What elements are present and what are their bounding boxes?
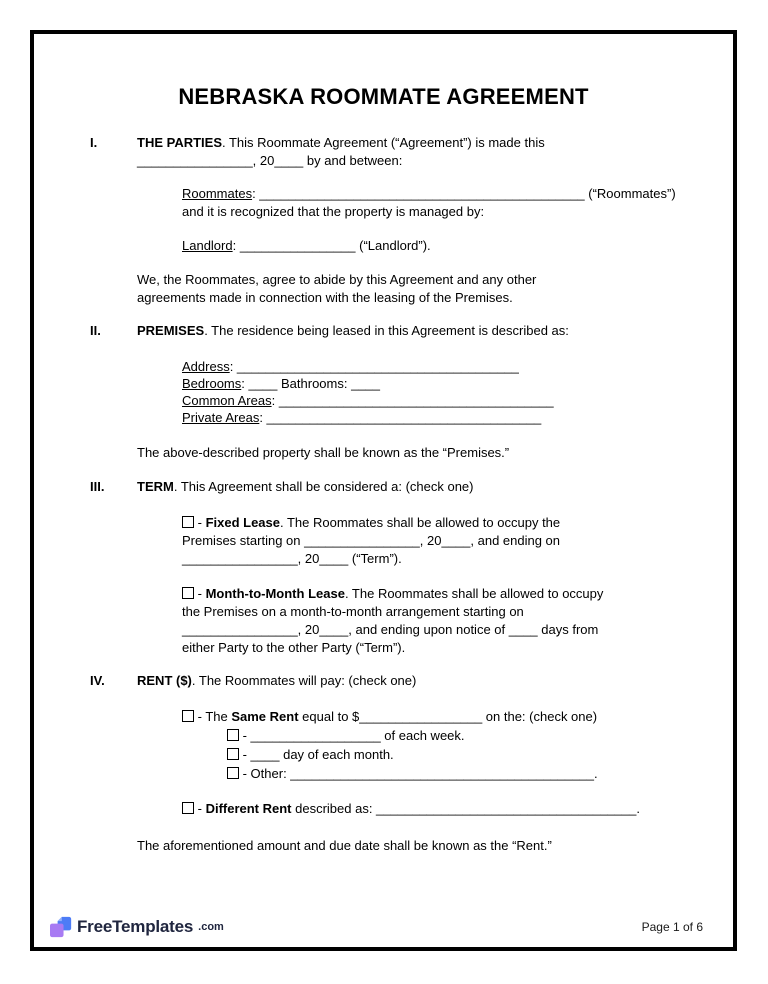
section-term bbox=[34, 478, 733, 657]
fixed-lease-line-1 bbox=[34, 514, 733, 532]
section-rent bbox=[34, 672, 733, 855]
same-rent-label: Same Rent bbox=[231, 709, 299, 724]
heading-text: . The Roommates will pay: (check one) bbox=[191, 673, 417, 688]
document-content bbox=[34, 34, 733, 947]
roommates-blank-line: : _____________________________________________ (“Roommates”) bbox=[252, 186, 676, 201]
fixed-lease-dates-blank: Premises starting on ________________, 20____, and ending on bbox=[182, 533, 561, 548]
logo-paper-purple bbox=[50, 924, 64, 938]
parties-date-line bbox=[34, 152, 733, 170]
monthly-lease-line-1 bbox=[34, 585, 733, 603]
section-number: IV. bbox=[90, 673, 105, 688]
managed-by-text: and it is recognized that the property is managed by: bbox=[182, 204, 485, 219]
fixed-lease-line-2 bbox=[34, 532, 733, 550]
checkbox-icon bbox=[227, 729, 239, 741]
bedrooms-label: Bedrooms bbox=[182, 376, 242, 391]
section-number: I. bbox=[90, 135, 98, 150]
fixed-lease-text: . The Roommates shall be allowed to occupy the bbox=[280, 515, 561, 530]
monthly-lease-text: the Premises on a month-to-month arrangement starting on bbox=[182, 604, 524, 619]
checkbox-icon bbox=[182, 587, 194, 599]
roommates-label: Roommates bbox=[182, 186, 253, 201]
checkbox-icon bbox=[227, 748, 239, 760]
fixed-lease-line-3 bbox=[34, 550, 733, 568]
dash-text: - bbox=[194, 801, 206, 816]
premises-heading-line bbox=[34, 322, 733, 340]
agreement-clause-text: We, the Roommates, agree to abide by this Agreement and any other bbox=[137, 272, 537, 287]
brand-name: FreeTemplates bbox=[77, 917, 194, 936]
month-option-text: - ____ day of each month. bbox=[239, 747, 394, 762]
other-option-line bbox=[34, 764, 733, 783]
month-option-line bbox=[34, 745, 733, 764]
checkbox-icon bbox=[182, 516, 194, 528]
rent-heading-line bbox=[34, 672, 733, 690]
term-heading-line bbox=[34, 478, 733, 496]
date-blank-line: ________________, 20____ by and between: bbox=[137, 153, 403, 168]
monthly-lease-text: . The Roommates shall be allowed to occupy bbox=[344, 586, 604, 601]
freetemplates-logo-icon bbox=[50, 916, 72, 938]
common-areas-blank-line: : ______________________________________ bbox=[271, 393, 554, 408]
managed-by-line bbox=[34, 203, 733, 221]
landlord-blank-line: : ________________ (“Landlord”). bbox=[232, 238, 431, 253]
brand-tld: .com bbox=[198, 921, 224, 933]
other-option-blank: - Other: __________________________________________. bbox=[239, 766, 598, 781]
section-heading: PREMISES bbox=[137, 323, 205, 338]
same-rent-line bbox=[34, 708, 733, 726]
landlord-label: Landlord bbox=[182, 238, 233, 253]
footer bbox=[50, 913, 703, 941]
roommates-line bbox=[34, 185, 733, 203]
dash-text: - bbox=[194, 586, 206, 601]
dash-text: - bbox=[194, 515, 206, 530]
week-option-line bbox=[34, 726, 733, 745]
section-number: II. bbox=[90, 323, 101, 338]
checkbox-icon bbox=[182, 802, 194, 814]
bedrooms-bathrooms-line bbox=[34, 375, 733, 392]
section-premises bbox=[34, 322, 733, 462]
checkbox-icon bbox=[182, 710, 194, 722]
different-rent-label: Different Rent bbox=[205, 801, 292, 816]
checkbox-icon bbox=[227, 767, 239, 779]
parties-heading-line bbox=[34, 134, 733, 152]
monthly-lease-text: either Party to the other Party (“Term”). bbox=[182, 640, 406, 655]
page-border-frame bbox=[30, 30, 737, 951]
monthly-lease-label: Month-to-Month Lease bbox=[205, 586, 345, 601]
same-rent-pre-text: - The bbox=[194, 709, 232, 724]
monthly-lease-line-3 bbox=[34, 621, 733, 639]
heading-text: . This Roommate Agreement (“Agreement”) is made this bbox=[222, 135, 545, 150]
private-areas-line bbox=[34, 409, 733, 426]
heading-text: . The residence being leased in this Agreement is described as: bbox=[204, 323, 569, 338]
page-number-label: Page 1 of 6 bbox=[641, 920, 703, 934]
same-rent-amount-blank: equal to $_________________ on the: (check one) bbox=[298, 709, 598, 724]
address-line bbox=[34, 358, 733, 375]
agreement-clause-line-1 bbox=[34, 271, 733, 289]
rent-known-as-line bbox=[34, 837, 733, 855]
address-label: Address bbox=[182, 359, 230, 374]
premises-known-as-line bbox=[34, 444, 733, 462]
monthly-lease-line-2 bbox=[34, 603, 733, 621]
section-number: III. bbox=[90, 479, 105, 494]
different-rent-line bbox=[34, 800, 733, 818]
logo-paper-fold bbox=[58, 917, 62, 921]
agreement-clause-text: agreements made in connection with the leasing of the Premises. bbox=[137, 290, 513, 305]
week-option-text: - __________________ of each week. bbox=[239, 728, 465, 743]
address-blank-line: : _______________________________________ bbox=[229, 359, 519, 374]
private-areas-blank-line: : ______________________________________ bbox=[259, 410, 542, 425]
monthly-lease-dates-blank: ________________, 20____, and ending upon notice of ____ days from bbox=[182, 622, 599, 637]
document-title: NEBRASKA ROOMMATE AGREEMENT bbox=[178, 84, 589, 109]
heading-text: . This Agreement shall be considered a: (check one) bbox=[173, 479, 474, 494]
fixed-lease-dates-blank: ________________, 20____ (“Term”). bbox=[182, 551, 402, 566]
private-areas-label: Private Areas bbox=[182, 410, 260, 425]
premises-known-as-text: The above-described property shall be known as the “Premises.” bbox=[137, 445, 510, 460]
section-heading: TERM bbox=[137, 479, 174, 494]
common-areas-label: Common Areas bbox=[182, 393, 272, 408]
bedrooms-bathrooms-blanks: : ____ Bathrooms: ____ bbox=[241, 376, 381, 391]
different-rent-blank: described as: ____________________________________. bbox=[291, 801, 640, 816]
section-parties bbox=[34, 134, 733, 307]
agreement-clause-line-2 bbox=[34, 289, 733, 307]
freetemplates-logo bbox=[50, 916, 224, 938]
monthly-lease-line-4 bbox=[34, 639, 733, 657]
rent-known-as-text: The aforementioned amount and due date shall be known as the “Rent.” bbox=[137, 838, 552, 853]
section-heading: THE PARTIES bbox=[137, 135, 222, 150]
common-areas-line bbox=[34, 392, 733, 409]
fixed-lease-label: Fixed Lease bbox=[205, 515, 280, 530]
section-heading: RENT ($) bbox=[137, 673, 192, 688]
landlord-line bbox=[34, 237, 733, 255]
